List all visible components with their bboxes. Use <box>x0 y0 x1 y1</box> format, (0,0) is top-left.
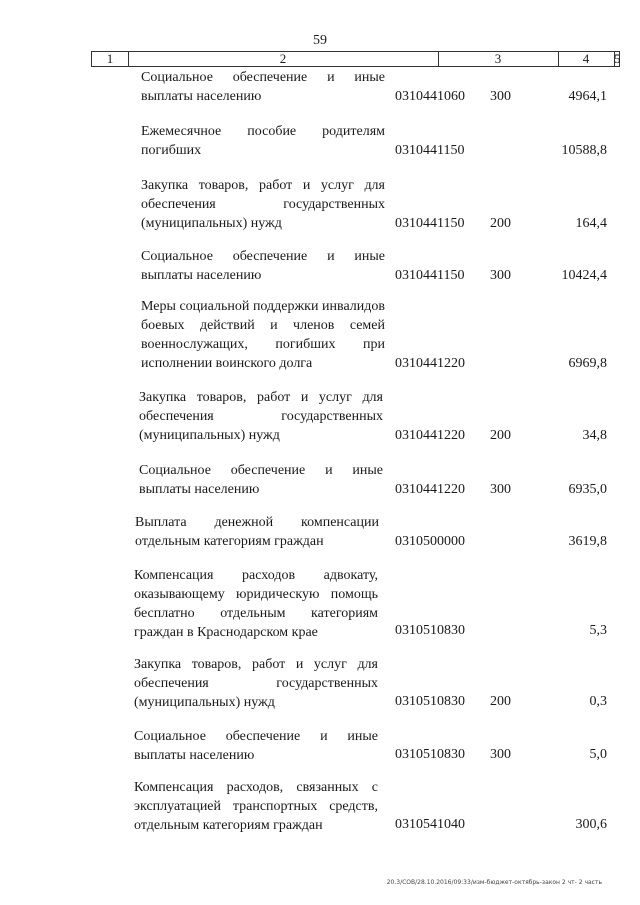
row-code: 0310441220 <box>395 482 465 497</box>
row-amount: 6935,0 <box>568 482 607 497</box>
row-code: 0310441150 <box>395 143 465 158</box>
row-amount: 5,0 <box>589 747 607 762</box>
row-description: Закупка товаров, работ и услуг для обеспечения государственных (муниципальных) нужд <box>139 390 383 443</box>
row-code: 0310441150 <box>395 268 465 283</box>
row-description: Компенсация расходов адвокату, оказывающему юридическую помощь бесплатно отдельным категориям граждан в Краснодарском крае <box>134 568 378 640</box>
header-col-4: 4 <box>558 52 615 66</box>
row-amount: 0,3 <box>589 694 607 709</box>
row-amount: 3619,8 <box>568 534 607 549</box>
row-amount: 4964,1 <box>568 89 607 104</box>
row-amount: 300,6 <box>575 817 607 832</box>
row-code: 0310441150 <box>395 216 465 231</box>
row-amount: 6969,8 <box>568 356 607 371</box>
row-code: 0310500000 <box>395 534 465 549</box>
row-kvr: 300 <box>490 747 511 762</box>
row-kvr: 300 <box>490 268 511 283</box>
row-description: Ежемесячное пособие родителям погибших <box>141 124 385 158</box>
row-description: Компенсация расходов, связанных с эксплуатацией транспортных средств, отдельным категориям граждан <box>134 780 378 833</box>
row-description: Социальное обеспечение и иные выплаты населению <box>141 70 385 104</box>
row-code: 0310441220 <box>395 356 465 371</box>
row-description: Закупка товаров, работ и услуг для обеспечения государственных (муниципальных) нужд <box>141 178 385 231</box>
row-description: Социальное обеспечение и иные выплаты населению <box>134 729 378 763</box>
row-amount: 164,4 <box>575 216 607 231</box>
row-kvr: 200 <box>490 216 511 231</box>
row-amount: 5,3 <box>589 623 607 638</box>
row-kvr: 300 <box>490 482 511 497</box>
row-code: 0310541040 <box>395 817 465 832</box>
row-code: 0310510830 <box>395 694 465 709</box>
header-col-2: 2 <box>128 52 439 66</box>
row-code: 0310441220 <box>395 428 465 443</box>
row-kvr: 200 <box>490 694 511 709</box>
row-description: Выплата денежной компенсации отдельным категориям граждан <box>135 515 379 549</box>
row-description: Социальное обеспечение и иные выплаты населению <box>139 463 383 497</box>
row-amount: 10588,8 <box>561 143 607 158</box>
row-amount: 34,8 <box>582 428 607 443</box>
table-header <box>91 51 620 67</box>
row-code: 0310441060 <box>395 89 465 104</box>
row-description: Социальное обеспечение и иные выплаты населению <box>141 249 385 283</box>
header-col-5: 5 <box>614 51 621 66</box>
header-col-1: 1 <box>92 52 129 66</box>
row-kvr: 200 <box>490 428 511 443</box>
row-kvr: 300 <box>490 89 511 104</box>
page-number: 59 <box>313 33 327 48</box>
header-col-3: 3 <box>438 52 559 66</box>
row-amount: 10424,4 <box>561 268 607 283</box>
footer-note: 20.3/СОВ/28.10.2016/09:33/изм-бюджет-октябрь-закон 2 чт- 2 часть <box>386 879 602 886</box>
row-code: 0310510830 <box>395 747 465 762</box>
row-code: 0310510830 <box>395 623 465 638</box>
row-description: Закупка товаров, работ и услуг для обеспечения государственных (муниципальных) нужд <box>134 657 378 710</box>
row-description: Меры социальной поддержки инвалидов боевых действий и членов семей военнослужащих, погибших при исполнении воинского долга <box>141 299 385 371</box>
